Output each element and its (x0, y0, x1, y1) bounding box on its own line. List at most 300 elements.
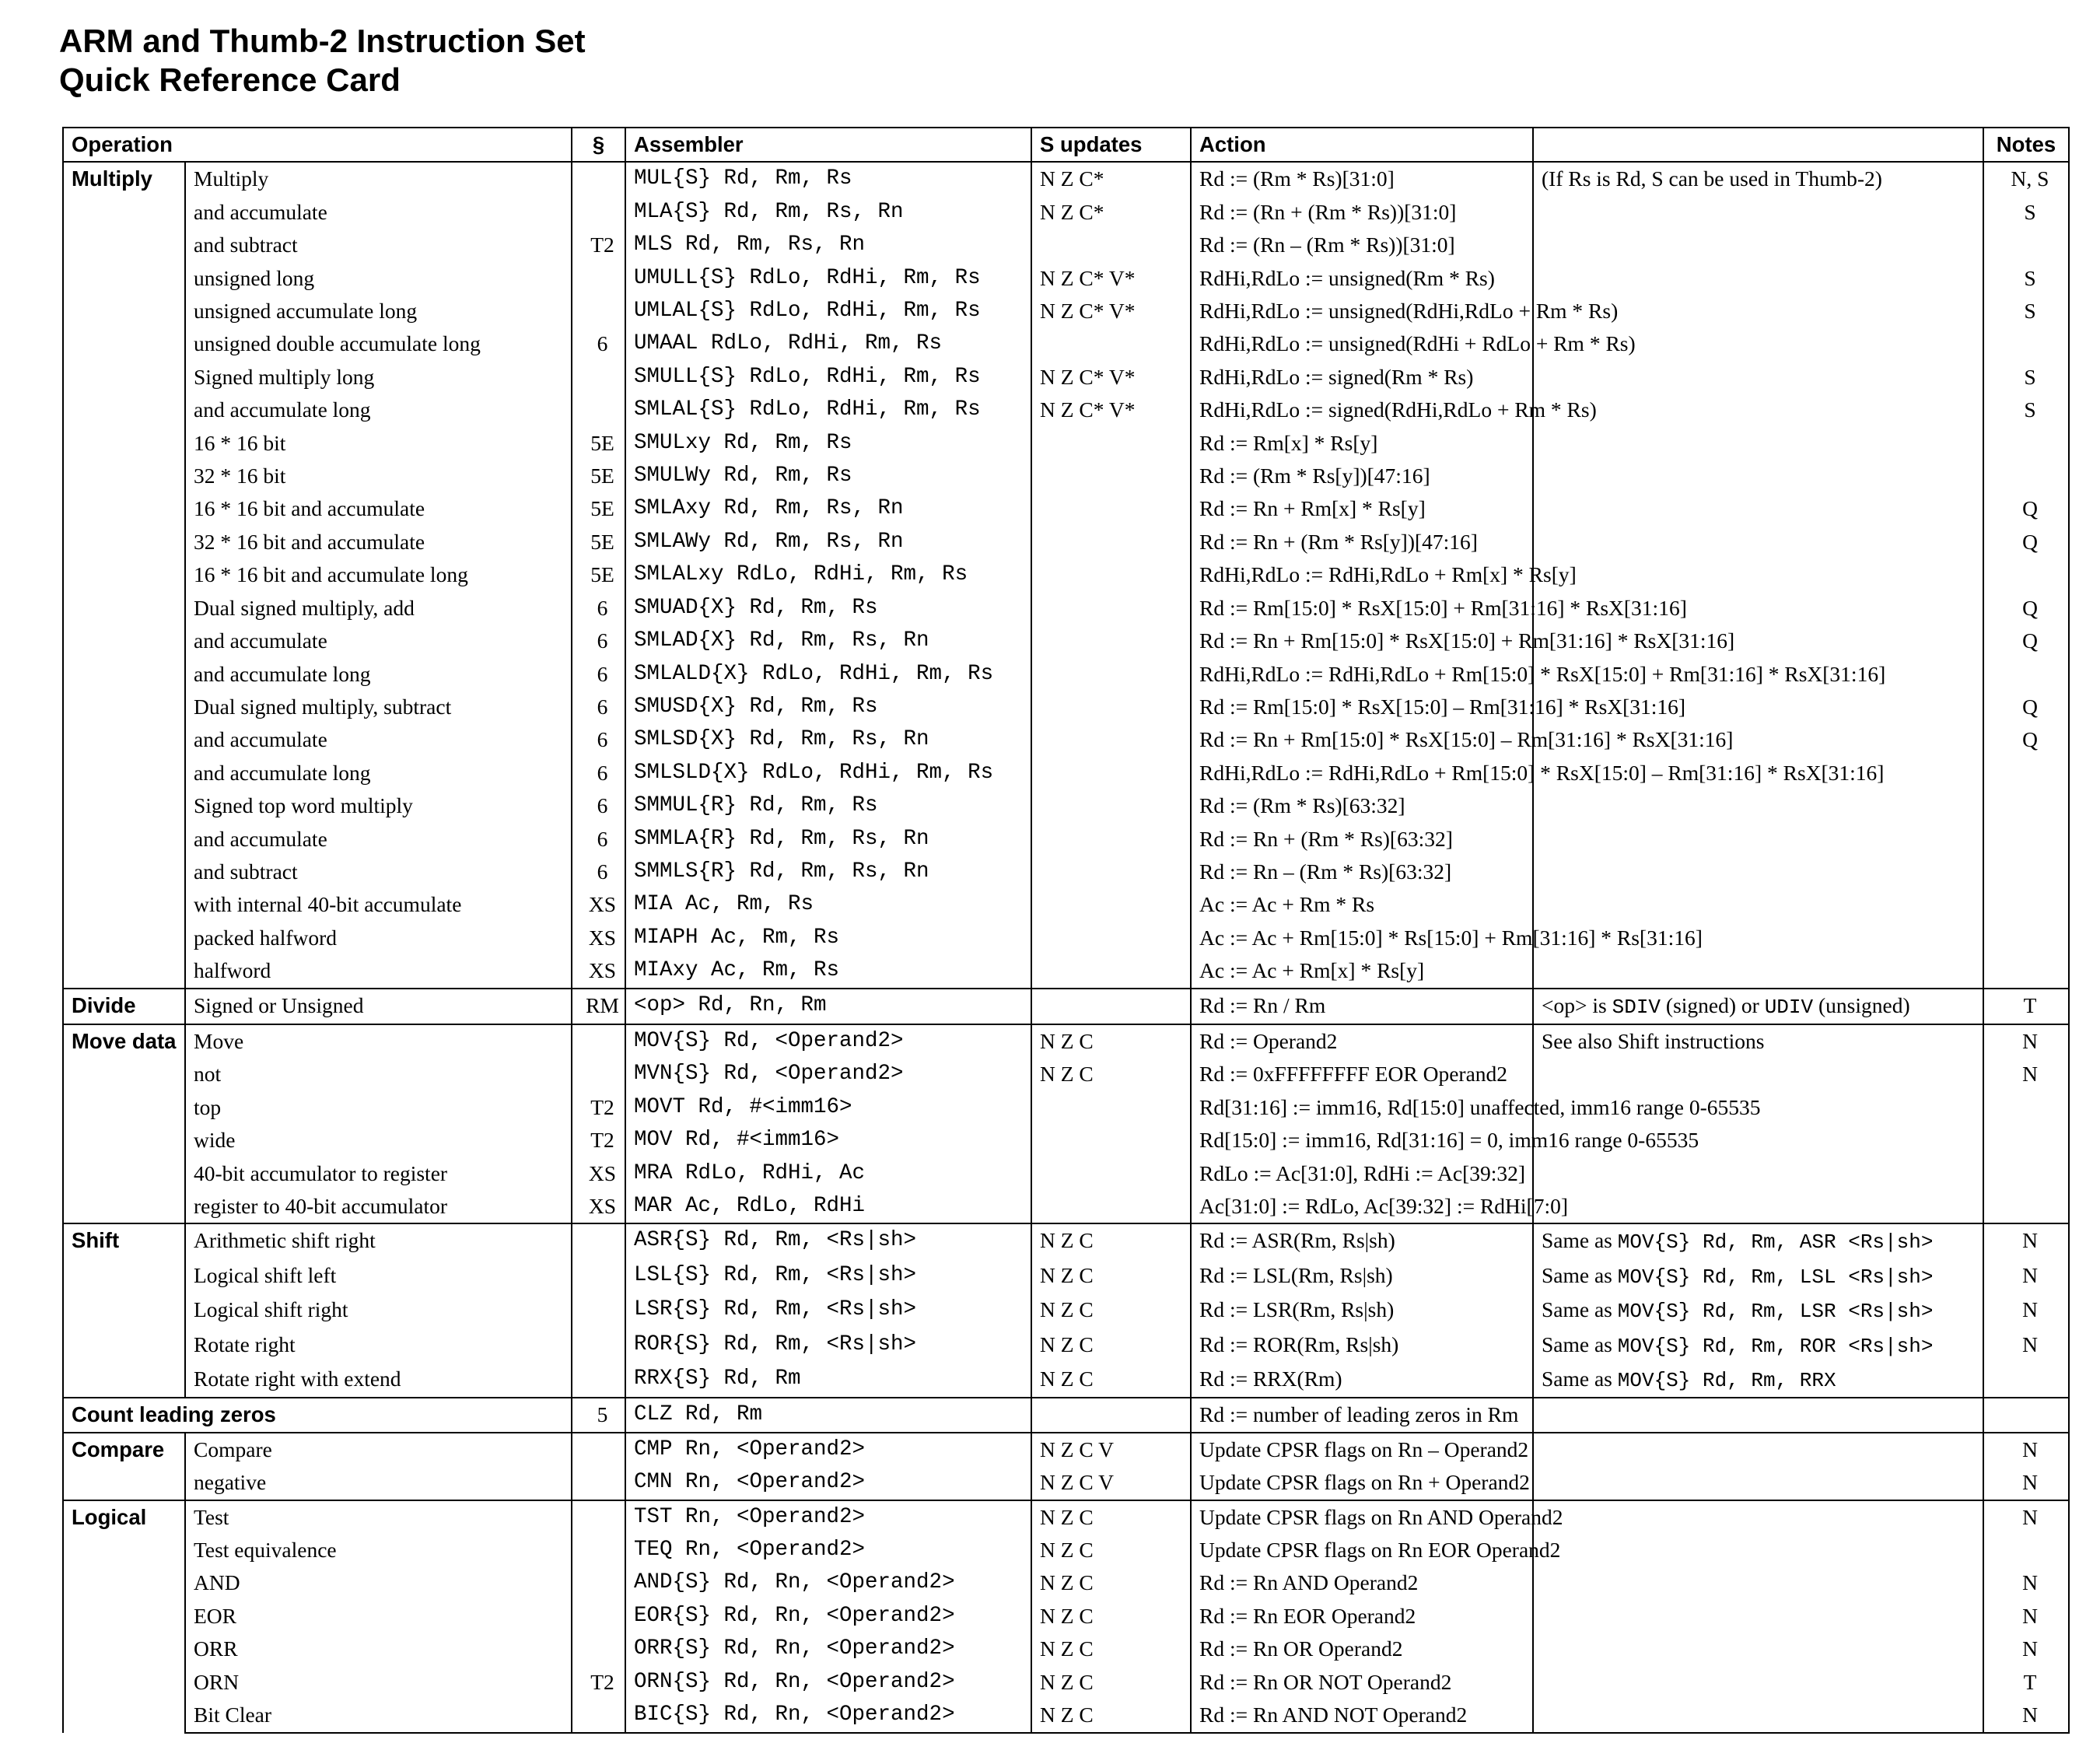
section-ref-cell: XS (572, 888, 625, 921)
table-row (63, 361, 2069, 394)
s-updates-cell: N Z C* V* (1031, 361, 1191, 394)
s-updates-cell (1031, 1157, 1191, 1190)
action-cell: Rd := Rm[x] * Rs[y] (1191, 427, 1533, 460)
extra-part: Same as (1542, 1228, 1618, 1253)
card-title (59, 22, 586, 100)
assembler-cell: MIAPH Ac, Rm, Rs (625, 922, 1031, 954)
action-extra-cell: See also Shift instructions (1533, 1024, 1983, 1058)
action-cell: Rd := Rn AND NOT Operand2 (1191, 1699, 1533, 1732)
operation-cell: and accumulate (185, 823, 572, 856)
notes-cell: T (1983, 989, 2069, 1024)
extra-part: Same as (1542, 1332, 1618, 1356)
operation-cell: register to 40-bit accumulator (185, 1190, 572, 1223)
action-cell: Rd := Rn EOR Operand2 (1191, 1600, 1533, 1633)
section-ref-cell (572, 1566, 625, 1599)
table-row (63, 625, 2069, 657)
assembler-cell: ORN{S} Rd, Rn, <Operand2> (625, 1666, 1031, 1699)
notes-cell: N (1983, 1433, 2069, 1466)
s-updates-cell (1031, 1190, 1191, 1223)
assembler-cell: SMUAD{X} Rd, Rm, Rs (625, 592, 1031, 625)
assembler-cell: SMMLS{R} Rd, Rm, Rs, Rn (625, 856, 1031, 888)
action-cell: Ac[31:0] := RdLo, Ac[39:32] := RdHi[7:0] (1191, 1190, 1533, 1223)
assembler-cell: MLA{S} Rd, Rm, Rs, Rn (625, 196, 1031, 229)
action-extra-cell (1533, 1157, 1983, 1190)
action-cell: Rd := Rn + (Rm * Rs)[63:32] (1191, 823, 1533, 856)
table-row (63, 1500, 2069, 1534)
action-extra-cell (1533, 789, 1983, 822)
operation-cell: halfword (185, 954, 572, 988)
section-name: Count leading zeros (63, 1398, 572, 1432)
operation-cell: Arithmetic shift right (185, 1223, 572, 1258)
operation-cell: 40-bit accumulator to register (185, 1157, 572, 1190)
notes-cell (1983, 789, 2069, 822)
table-row (63, 592, 2069, 625)
action-cell: Rd := (Rm * Rs)[63:32] (1191, 789, 1533, 822)
action-extra-cell (1533, 229, 1983, 261)
action-extra-cell (1533, 558, 1983, 591)
assembler-cell: AND{S} Rd, Rn, <Operand2> (625, 1566, 1031, 1599)
s-updates-cell: N Z C* V* (1031, 394, 1191, 426)
action-cell: Update CPSR flags on Rn AND Operand2 (1191, 1500, 1533, 1534)
operation-cell: and accumulate (185, 625, 572, 657)
operation-cell: and accumulate long (185, 658, 572, 691)
operation-cell: Multiply (185, 162, 572, 195)
table-row (63, 1328, 2069, 1363)
s-updates-cell (1031, 888, 1191, 921)
action-cell: Rd := RRX(Rm) (1191, 1363, 1533, 1398)
operation-cell: Signed or Unsigned (185, 989, 572, 1024)
action-extra-cell (1533, 1363, 1983, 1398)
action-cell: Rd := Rn / Rm (1191, 989, 1533, 1024)
action-cell: Rd := number of leading zeros in Rm (1191, 1398, 1533, 1432)
action-cell: Rd := Rn + Rm[x] * Rs[y] (1191, 492, 1533, 525)
operation-cell: and accumulate long (185, 394, 572, 426)
s-updates-cell (1031, 658, 1191, 691)
notes-cell (1983, 229, 2069, 261)
notes-cell (1983, 823, 2069, 856)
section-name: Compare (63, 1433, 185, 1500)
assembler-cell: MIAxy Ac, Rm, Rs (625, 954, 1031, 988)
operation-cell: top (185, 1091, 572, 1124)
assembler-cell: SMLAL{S} RdLo, RdHi, Rm, Rs (625, 394, 1031, 426)
action-cell: Rd := Rn AND Operand2 (1191, 1566, 1533, 1599)
table-row (63, 922, 2069, 954)
assembler-cell: TST Rn, <Operand2> (625, 1500, 1031, 1534)
notes-cell (1983, 1190, 2069, 1223)
assembler-cell: UMAAL RdLo, RdHi, Rm, Rs (625, 327, 1031, 360)
assembler-cell: MRA RdLo, RdHi, Ac (625, 1157, 1031, 1190)
action-extra-cell (1533, 1534, 1983, 1566)
extra-part: MOV{S} Rd, Rm, ROR <Rs|sh> (1617, 1334, 1934, 1358)
operation-cell: and subtract (185, 856, 572, 888)
action-cell: Rd := Rn + (Rm * Rs[y])[47:16] (1191, 526, 1533, 558)
notes-cell: N (1983, 1058, 2069, 1090)
s-updates-cell (1031, 823, 1191, 856)
operation-cell: Test (185, 1500, 572, 1534)
section-ref-cell (572, 1293, 625, 1328)
notes-cell: N (1983, 1699, 2069, 1732)
s-updates-cell (1031, 1398, 1191, 1432)
section-ref-cell: XS (572, 1190, 625, 1223)
s-updates-cell (1031, 427, 1191, 460)
action-cell: Update CPSR flags on Rn + Operand2 (1191, 1466, 1533, 1500)
action-cell: Rd[15:0] := imm16, Rd[31:16] = 0, imm16 range 0-65535 (1191, 1124, 1533, 1157)
section-ref-cell (572, 1223, 625, 1258)
notes-cell: N (1983, 1500, 2069, 1534)
s-updates-cell (1031, 989, 1191, 1024)
s-updates-cell: N Z C (1031, 1500, 1191, 1534)
action-cell: RdHi,RdLo := unsigned(Rm * Rs) (1191, 262, 1533, 295)
section-ref-cell: 5 (572, 1398, 625, 1432)
table-row (63, 1091, 2069, 1124)
action-extra-cell (1533, 1293, 1983, 1328)
instruction-table (62, 127, 2070, 1734)
notes-cell: Q (1983, 592, 2069, 625)
operation-cell: ORR (185, 1633, 572, 1665)
action-cell: Ac := Ac + Rm[x] * Rs[y] (1191, 954, 1533, 988)
table-row (63, 394, 2069, 426)
header-operation: Operation (63, 128, 572, 162)
operation-cell: packed halfword (185, 922, 572, 954)
action-extra-cell (1533, 823, 1983, 856)
notes-cell (1983, 1157, 2069, 1190)
section-ref-cell: XS (572, 1157, 625, 1190)
s-updates-cell (1031, 558, 1191, 591)
operation-cell: unsigned accumulate long (185, 295, 572, 327)
action-cell: Update CPSR flags on Rn EOR Operand2 (1191, 1534, 1533, 1566)
section-ref-cell (572, 1433, 625, 1466)
section-ref-cell: 6 (572, 823, 625, 856)
table-row (63, 856, 2069, 888)
action-extra-cell (1533, 1466, 1983, 1500)
operation-cell: unsigned double accumulate long (185, 327, 572, 360)
table-row (63, 954, 2069, 988)
action-cell: Rd := Rm[15:0] * RsX[15:0] – Rm[31:16] * RsX[31:16] (1191, 691, 1533, 723)
assembler-cell: EOR{S} Rd, Rn, <Operand2> (625, 1600, 1031, 1633)
section-ref-cell: 6 (572, 757, 625, 789)
table-row (63, 1124, 2069, 1157)
extra-part: MOV{S} Rd, Rm, LSR <Rs|sh> (1617, 1300, 1934, 1324)
operation-cell: and accumulate (185, 723, 572, 756)
notes-cell (1983, 922, 2069, 954)
assembler-cell: RRX{S} Rd, Rm (625, 1363, 1031, 1398)
operation-cell: and accumulate long (185, 757, 572, 789)
notes-cell: S (1983, 196, 2069, 229)
assembler-cell: MVN{S} Rd, <Operand2> (625, 1058, 1031, 1090)
s-updates-cell (1031, 229, 1191, 261)
notes-cell (1983, 658, 2069, 691)
notes-cell: N (1983, 1566, 2069, 1599)
assembler-cell: MOV Rd, #<imm16> (625, 1124, 1031, 1157)
assembler-cell: LSR{S} Rd, Rm, <Rs|sh> (625, 1293, 1031, 1328)
extra-part: (signed) or (1661, 992, 1765, 1017)
assembler-cell: SMLAxy Rd, Rm, Rs, Rn (625, 492, 1031, 525)
operation-cell: 32 * 16 bit (185, 460, 572, 492)
operation-cell: 16 * 16 bit and accumulate (185, 492, 572, 525)
action-extra-cell (1533, 460, 1983, 492)
s-updates-cell (1031, 856, 1191, 888)
assembler-cell: SMLSLD{X} RdLo, RdHi, Rm, Rs (625, 757, 1031, 789)
extra-part: UDIV (1764, 995, 1814, 1019)
action-cell: Rd := ASR(Rm, Rs|sh) (1191, 1223, 1533, 1258)
table-row (63, 757, 2069, 789)
operation-cell: Rotate right (185, 1328, 572, 1363)
extra-part: (unsigned) (1813, 992, 1910, 1017)
assembler-cell: SMUSD{X} Rd, Rm, Rs (625, 691, 1031, 723)
notes-cell (1983, 1124, 2069, 1157)
operation-cell: Dual signed multiply, add (185, 592, 572, 625)
table-row (63, 989, 2069, 1024)
action-extra-cell (1533, 1600, 1983, 1633)
notes-cell: N (1983, 1024, 2069, 1058)
operation-cell: EOR (185, 1600, 572, 1633)
notes-cell: Q (1983, 492, 2069, 525)
section-ref-cell (572, 295, 625, 327)
action-cell: Rd := Rn + Rm[15:0] * RsX[15:0] + Rm[31:16] * RsX[31:16] (1191, 625, 1533, 657)
section-ref-cell: XS (572, 922, 625, 954)
action-extra-cell (1533, 1699, 1983, 1732)
action-cell: RdLo := Ac[31:0], RdHi := Ac[39:32] (1191, 1157, 1533, 1190)
action-extra-cell (1533, 492, 1983, 525)
section-ref-cell (572, 1633, 625, 1665)
notes-cell: N (1983, 1633, 2069, 1665)
operation-cell: Compare (185, 1433, 572, 1466)
assembler-cell: UMLAL{S} RdLo, RdHi, Rm, Rs (625, 295, 1031, 327)
section-ref-cell (572, 1500, 625, 1534)
table-row (63, 789, 2069, 822)
s-updates-cell: N Z C (1031, 1666, 1191, 1699)
s-updates-cell: N Z C* (1031, 162, 1191, 195)
action-cell: Rd := Rn OR NOT Operand2 (1191, 1666, 1533, 1699)
s-updates-cell (1031, 723, 1191, 756)
operation-cell: ORN (185, 1666, 572, 1699)
action-cell: Rd := ROR(Rm, Rs|sh) (1191, 1328, 1533, 1363)
notes-cell (1983, 1363, 2069, 1398)
notes-cell (1983, 1534, 2069, 1566)
section-ref-cell (572, 1699, 625, 1732)
assembler-cell: LSL{S} Rd, Rm, <Rs|sh> (625, 1259, 1031, 1293)
s-updates-cell (1031, 327, 1191, 360)
action-cell: Rd := Rn + Rm[15:0] * RsX[15:0] – Rm[31:16] * RsX[31:16] (1191, 723, 1533, 756)
s-updates-cell (1031, 954, 1191, 988)
action-cell: Rd := LSL(Rm, Rs|sh) (1191, 1259, 1533, 1293)
assembler-cell: SMULxy Rd, Rm, Rs (625, 427, 1031, 460)
table-row (63, 1293, 2069, 1328)
notes-cell: Q (1983, 691, 2069, 723)
section-multiply (63, 162, 2069, 988)
section-ref-cell (572, 262, 625, 295)
section-ref-cell: 6 (572, 658, 625, 691)
assembler-cell: MUL{S} Rd, Rm, Rs (625, 162, 1031, 195)
notes-cell: T (1983, 1666, 2069, 1699)
header-assembler: Assembler (625, 128, 1031, 162)
notes-cell: N, S (1983, 162, 2069, 195)
action-cell: RdHi,RdLo := signed(Rm * Rs) (1191, 361, 1533, 394)
action-extra-cell (1533, 361, 1983, 394)
s-updates-cell: N Z C* (1031, 196, 1191, 229)
table-row (63, 1666, 2069, 1699)
action-extra-cell (1533, 1259, 1983, 1293)
action-extra-cell (1533, 888, 1983, 921)
action-cell: RdHi,RdLo := RdHi,RdLo + Rm[x] * Rs[y] (1191, 558, 1533, 591)
action-cell: RdHi,RdLo := unsigned(RdHi + RdLo + Rm * Rs) (1191, 327, 1533, 360)
s-updates-cell (1031, 460, 1191, 492)
action-cell: Rd := (Rm * Rs)[31:0] (1191, 162, 1533, 195)
action-cell: Rd := LSR(Rm, Rs|sh) (1191, 1293, 1533, 1328)
assembler-cell: ASR{S} Rd, Rm, <Rs|sh> (625, 1223, 1031, 1258)
operation-cell: Bit Clear (185, 1699, 572, 1732)
section-name: Logical (63, 1500, 185, 1733)
header-action-extra (1533, 128, 1983, 162)
operation-cell: and accumulate (185, 196, 572, 229)
header-notes: Notes (1983, 128, 2069, 162)
section-ref-cell: XS (572, 954, 625, 988)
s-updates-cell: N Z C (1031, 1223, 1191, 1258)
action-extra-cell (1533, 394, 1983, 426)
s-updates-cell: N Z C (1031, 1024, 1191, 1058)
table-row (63, 1398, 2069, 1432)
s-updates-cell: N Z C* V* (1031, 295, 1191, 327)
table-row (63, 229, 2069, 261)
notes-cell: Q (1983, 723, 2069, 756)
section-ref-cell (572, 1363, 625, 1398)
notes-cell (1983, 954, 2069, 988)
notes-cell: Q (1983, 625, 2069, 657)
table-row (63, 492, 2069, 525)
assembler-cell: TEQ Rn, <Operand2> (625, 1534, 1031, 1566)
section-logical (63, 1500, 2069, 1733)
operation-cell: 32 * 16 bit and accumulate (185, 526, 572, 558)
operation-cell: Signed top word multiply (185, 789, 572, 822)
operation-cell: unsigned long (185, 262, 572, 295)
section-name: Shift (63, 1223, 185, 1398)
action-cell: Ac := Ac + Rm * Rs (1191, 888, 1533, 921)
section-ref-cell: 5E (572, 427, 625, 460)
table-row (63, 1024, 2069, 1058)
action-extra-cell (1533, 1398, 1983, 1432)
s-updates-cell (1031, 1091, 1191, 1124)
s-updates-cell: N Z C (1031, 1600, 1191, 1633)
extra-part: Same as (1542, 1297, 1618, 1322)
section-ref-cell (572, 1534, 625, 1566)
s-updates-cell (1031, 526, 1191, 558)
section-ref-cell: 5E (572, 558, 625, 591)
section-count-leading-zeros (63, 1398, 2069, 1432)
notes-cell: N (1983, 1466, 2069, 1500)
table-row (63, 691, 2069, 723)
table-row (63, 658, 2069, 691)
section-ref-cell (572, 1259, 625, 1293)
header-action: Action (1191, 128, 1533, 162)
assembler-cell: <op> Rd, Rn, Rm (625, 989, 1031, 1024)
assembler-cell: MOVT Rd, #<imm16> (625, 1091, 1031, 1124)
table-row (63, 723, 2069, 756)
extra-part: MOV{S} Rd, Rm, LSL <Rs|sh> (1617, 1265, 1934, 1289)
operation-cell: Test equivalence (185, 1534, 572, 1566)
table-row (63, 1223, 2069, 1258)
extra-part: <op> is (1542, 992, 1612, 1017)
notes-cell (1983, 327, 2069, 360)
s-updates-cell: N Z C (1031, 1566, 1191, 1599)
assembler-cell: ROR{S} Rd, Rm, <Rs|sh> (625, 1328, 1031, 1363)
s-updates-cell: N Z C (1031, 1293, 1191, 1328)
title-line-1: ARM and Thumb-2 Instruction Set (59, 23, 586, 59)
section-ref-cell (572, 394, 625, 426)
table-row (63, 1466, 2069, 1500)
notes-cell: N (1983, 1259, 2069, 1293)
notes-cell: N (1983, 1223, 2069, 1258)
section-ref-cell: T2 (572, 229, 625, 261)
assembler-cell: SMLALD{X} RdLo, RdHi, Rm, Rs (625, 658, 1031, 691)
section-ref-cell: 6 (572, 789, 625, 822)
extra-part: MOV{S} Rd, Rm, RRX (1617, 1369, 1836, 1393)
action-extra-cell (1533, 1223, 1983, 1258)
action-cell: Ac := Ac + Rm[15:0] * Rs[15:0] + Rm[31:16] * Rs[31:16] (1191, 922, 1533, 954)
section-ref-cell: 6 (572, 691, 625, 723)
section-ref-cell (572, 1058, 625, 1090)
assembler-cell: SMULWy Rd, Rm, Rs (625, 460, 1031, 492)
action-cell: Rd := Rn – (Rm * Rs)[63:32] (1191, 856, 1533, 888)
s-updates-cell: N Z C (1031, 1363, 1191, 1398)
action-cell: Rd := Operand2 (1191, 1024, 1533, 1058)
action-extra-cell (1533, 262, 1983, 295)
operation-cell: wide (185, 1124, 572, 1157)
table-row (63, 427, 2069, 460)
assembler-cell: CLZ Rd, Rm (625, 1398, 1031, 1432)
s-updates-cell: N Z C (1031, 1534, 1191, 1566)
table-row (63, 162, 2069, 195)
section-ref-cell: 6 (572, 327, 625, 360)
table-row (63, 1633, 2069, 1665)
section-ref-cell: 5E (572, 492, 625, 525)
notes-cell: S (1983, 262, 2069, 295)
table-row (63, 295, 2069, 327)
table-row (63, 888, 2069, 921)
s-updates-cell (1031, 492, 1191, 525)
action-extra-cell (1533, 1633, 1983, 1665)
notes-cell: S (1983, 361, 2069, 394)
section-ref-cell (572, 1600, 625, 1633)
section-ref-cell (572, 361, 625, 394)
operation-cell: Logical shift left (185, 1259, 572, 1293)
extra-part: SDIV (1612, 995, 1661, 1019)
section-name: Divide (63, 989, 185, 1024)
s-updates-cell: N Z C V (1031, 1466, 1191, 1500)
section-move-data (63, 1024, 2069, 1223)
header-s-updates: S updates (1031, 128, 1191, 162)
section-ref-cell (572, 196, 625, 229)
s-updates-cell (1031, 757, 1191, 789)
s-updates-cell: N Z C (1031, 1633, 1191, 1665)
s-updates-cell: N Z C (1031, 1699, 1191, 1732)
notes-cell (1983, 888, 2069, 921)
table-row (63, 196, 2069, 229)
notes-cell (1983, 460, 2069, 492)
s-updates-cell: N Z C (1031, 1058, 1191, 1090)
s-updates-cell (1031, 592, 1191, 625)
assembler-cell: CMN Rn, <Operand2> (625, 1466, 1031, 1500)
table-header (63, 128, 2069, 162)
action-extra-cell (1533, 196, 1983, 229)
assembler-cell: ORR{S} Rd, Rn, <Operand2> (625, 1633, 1031, 1665)
action-cell: Rd := (Rn + (Rm * Rs))[31:0] (1191, 196, 1533, 229)
table-row (63, 327, 2069, 360)
table-row (63, 558, 2069, 591)
assembler-cell: BIC{S} Rd, Rn, <Operand2> (625, 1699, 1031, 1732)
assembler-cell: SMMUL{R} Rd, Rm, Rs (625, 789, 1031, 822)
assembler-cell: MIA Ac, Rm, Rs (625, 888, 1031, 921)
section-compare (63, 1433, 2069, 1500)
